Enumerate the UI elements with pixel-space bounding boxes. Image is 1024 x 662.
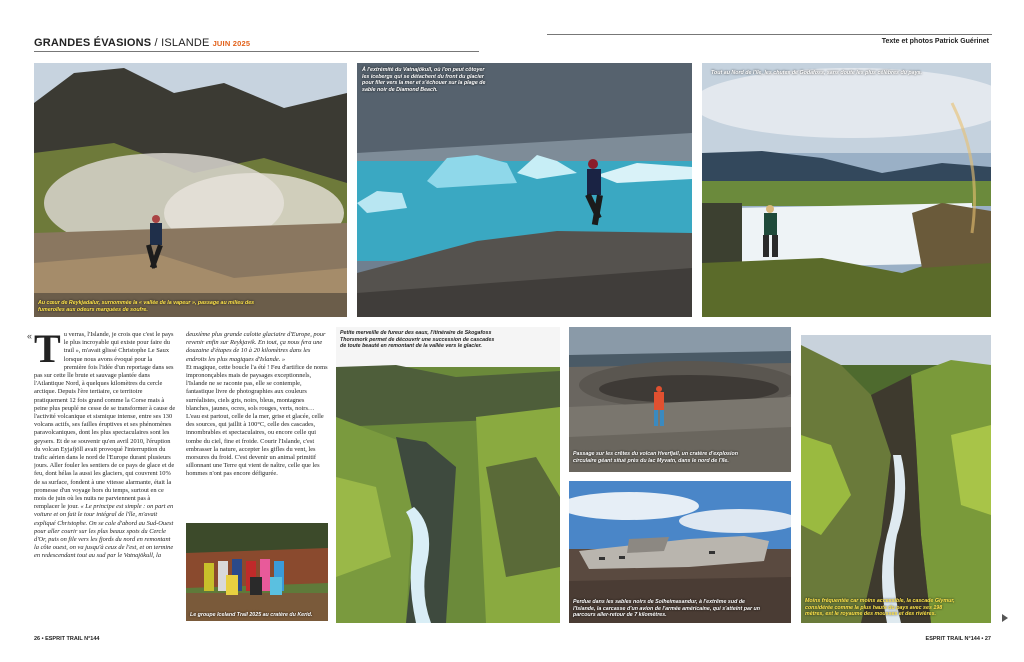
header-rule-right (547, 34, 992, 35)
photo-group (186, 523, 328, 621)
section-title: GRANDES ÉVASIONS (34, 37, 152, 49)
photo-godafoss (702, 63, 991, 317)
article-paragraph-1: u verras, l'Islande, je crois que c'est le pays le plus incroyable qui existe pour faire du trail », m'avait glissé Christophe Le Saux lorsque nous avons évoqué pour la première fois l'idée d'un reportage dans ses pas sur cette île brute et sauvage plantée dans l'Atlantique Nord, à quelques kilomètres du cercle arctique. Depuis l'ère tertiaire, ce territoire pratiquement 12 fois grand comme la Corse mais à peine plus peuplé ne cesse de se transformer à cause de l'activité volcanique et sismique intense, entre ses 130 volcans actifs, ses failles éruptives et ses phénomènes paravolcaniques, dont les plus spectaculaires sont les geysers. Et de se souvenir qu'en avril 2010, l'éruption du volcan Eyjafjöll avait provoqué l'interruption du trafic aérien dans le nord de l'Europe durant plusieurs jours. Aller fouler les sentiers de ce pays de glace et de feu, dont hélas la aussi les glaciers, qui couvrent 10% de sa surface, fondent à une vitesse alarmante, était la promesse d'un voyage hors du temps, surtout en ce mois de juin où les nuits ne parviennent pas à remplacer le jour. (34, 331, 176, 511)
footer-left: 26 • ESPRIT TRAIL N°144 (34, 636, 100, 642)
caption-skogafoss: Petite merveille de fureur des eaux, l'itinéraire de Skogafoss Thorsmork permet de découvrir une succession de cascades de toute beauté en remontant de la vallée vers le glacier. (340, 330, 495, 350)
caption-solheimasandur: Perdue dans les sables noirs de Solheimasandur, à l'extrême sud de l'Islande, la carcasse d'un avion de l'armée américaine, qui s'atteint par un parcours aller-retour de 7 kilomètres. (573, 599, 760, 619)
footer-right: ESPRIT TRAIL N°144 • 27 (925, 636, 991, 642)
issue-date: JUIN 2025 (212, 39, 251, 48)
article-column-2 (186, 331, 328, 521)
caption-hverfjall: Passage sur les crêtes du volcan Hverfjall, un cratère d'explosion circulaire géant situé près du lac Myvatn, dans le nord de l'île. (573, 451, 738, 464)
header-separator: / (151, 37, 162, 49)
article-quote: « Le principe est simple : on part en voiture et on fait le tour intégral de l'île, m'avait expliqué Christophe. On se cale d'abord au Sud-Ouest pour aller courir sur les plus beaux spots du Cercle d'Or, puis on file vers les fjords du nord en remontant la côte ouest, on va jusqu'à ceux de l'est, et on termine en redescendant tout au sud par le Vatnajökull, la (34, 503, 174, 560)
caption-glymur: Moins fréquentée car moins accessible, la cascade Glymur, considérée comme la plus haute du pays avec ses 198 mètres, est le royaume des mousses et des rivières. (805, 598, 955, 618)
caption-group: Le groupe Iceland Trail 2025 au cratère du Kerid. (190, 612, 313, 618)
article-paragraph-2: deuxième plus grande calotte glaciaire d'Europe, pour revenir enfin sur Reykjavik. En tout, ça nous fera une douzaine d'étapes de 10 à 20 kilomètres dans les endroits les plus magiques d'Islande. » (186, 331, 326, 363)
category-label: ISLANDE (161, 37, 210, 49)
photo-skogafoss (336, 327, 560, 623)
photo-glymur (801, 335, 991, 623)
photo-reykjadalur (34, 63, 347, 317)
article-column-1 (34, 331, 176, 621)
caption-reykjadalur: Au cœur de Reykjadalur, surnommée la « vallée de la vapeur », passage au milieu des fumerolles aux odeurs marquées de soufre. (38, 300, 255, 313)
article-paragraph-3: Et magique, cette boucle l'a été ! Feu d'artifice de noms imprononçables mais de paysages exceptionnels, l'Islande ne se raconte pas, elle se contemple, fantastique livre de photographies aux couleurs surréalistes, ciels gris, noirs, bleus, montagnes blanches, jaunes, ocres, sols rouges, verts, noirs… L'eau est partout, celle de la mer, grise et glacée, celle des sources, qui jaillit à 100°C, celle des cascades, innombrables et spectaculaires, ou encore celle qui tombe du ciel, fine et froide. Courir l'Islande, c'est embrasser la nature, accepter les gifles du vent, les morsures du froid. C'est devenir un animal primitif sillonnant une Terre qui vient de naître, celle que les hommes n'ont pas encore défigurée. (186, 363, 328, 478)
section-header (34, 37, 250, 49)
opening-quote-mark: « (27, 331, 33, 341)
photo-credit: Texte et photos Patrick Guérinet (881, 38, 989, 45)
photo-vatnajokull (357, 63, 692, 317)
drop-cap: T (34, 331, 61, 371)
caption-godafoss: Tout au Nord de l'île, les chutes de Godafoss, sans doute les plus célèbres du pays. (711, 70, 922, 76)
caption-vatnajokull: À l'extrémité du Vatnajökull, où l'on peut côtoyer les icebergs qui se détachent du front du glacier pour filer vers la mer et s'échouer sur la plage de sable noir de Diamond Beach. (362, 67, 486, 93)
header-rule-left (34, 51, 479, 52)
next-page-arrow-icon (1002, 614, 1008, 622)
